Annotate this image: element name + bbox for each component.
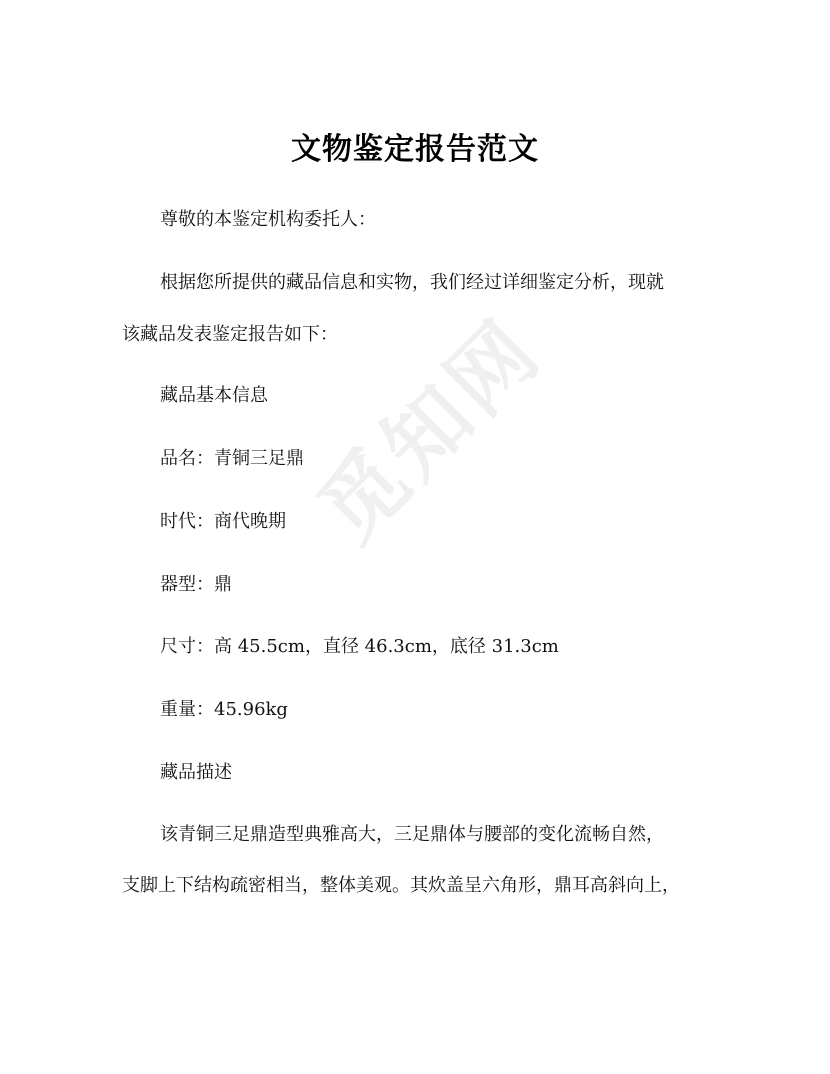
item-era: 时代：商代晚期 bbox=[160, 511, 286, 532]
watermark: 觅知网 bbox=[299, 299, 561, 561]
section-heading-description: 藏品描述 bbox=[160, 762, 232, 783]
document-title: 文物鉴定报告范文 bbox=[291, 132, 539, 167]
salutation: 尊敬的本鉴定机构委托人： bbox=[160, 209, 376, 230]
item-name: 品名：青铜三足鼎 bbox=[160, 448, 304, 469]
intro-paragraph-line-2: 该藏品发表鉴定报告如下： bbox=[122, 324, 338, 345]
intro-paragraph-line-1: 根据您所提供的藏品信息和实物，我们经过详细鉴定分析，现就 bbox=[160, 272, 664, 293]
description-line-1: 该青铜三足鼎造型典雅高大，三足鼎体与腰部的变化流畅自然， bbox=[160, 824, 664, 845]
item-type: 器型：鼎 bbox=[160, 574, 232, 595]
item-size: 尺寸：高 45.5cm，直径 46.3cm，底径 31.3cm bbox=[160, 636, 559, 657]
description-line-2: 支脚上下结构疏密相当，整体美观。其炊盖呈六角形，鼎耳高斜向上， bbox=[122, 875, 680, 896]
item-weight: 重量：45.96kg bbox=[160, 699, 288, 720]
section-heading-basic-info: 藏品基本信息 bbox=[160, 385, 268, 406]
